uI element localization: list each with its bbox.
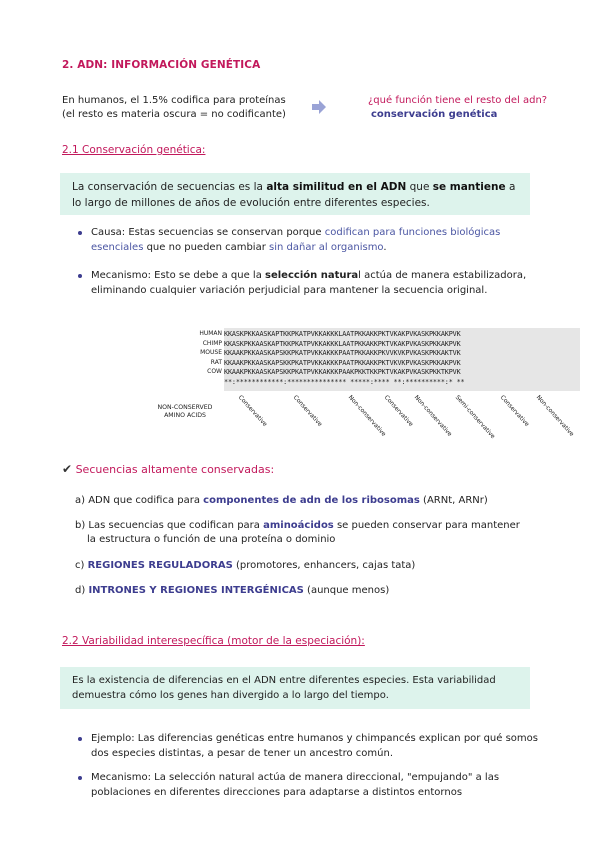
text: Causa: Estas secuencias se conservan porque: [91, 227, 325, 238]
bullet-cause: [76, 226, 536, 255]
column-label: Non-conservative: [412, 394, 454, 438]
species-label: MOUSE: [200, 349, 222, 356]
column-label: Conservative: [498, 394, 531, 428]
consensus-row: **:************:*************** *****:**** **:**********:* **: [224, 377, 465, 386]
text: l actúa de manera estabilizadora, eliminando cualquier variación perjudicial para mantener la secuencia original.: [91, 270, 527, 296]
species-label: HUMAN: [199, 330, 222, 337]
keyword: aminoácidos: [263, 520, 334, 531]
column-label: Conservative: [382, 394, 415, 428]
sequence-row: KKAAKPKKAASKAPSKKPKATPVKKAKKKPAATPKKAKKPKTVKVKPVKASKPKKAKPVK: [224, 358, 461, 367]
text: b) Las secuencias que codifican para: [75, 520, 264, 531]
species-label: RAT: [210, 358, 222, 366]
text: (aunque menos): [303, 585, 390, 596]
definition-box-conservation: [60, 173, 530, 215]
label-line: NON-CONSERVED: [157, 404, 213, 411]
section-title: 2. ADN: INFORMACIÓN GENÉTICA: [62, 59, 261, 71]
conservation-bullets: [76, 226, 536, 298]
species-label: CHIMP: [202, 339, 222, 347]
column-label: Non-conservative: [346, 394, 388, 438]
box-text: que: [406, 181, 433, 193]
bold: selección natura: [265, 270, 359, 281]
intro-line-2: (el resto es materia oscura = no codificante): [62, 109, 286, 120]
bullet-mechanism-2: Mecanismo: La selección natural actúa de manera direccional, "empujando" a las poblaciones en diferentes direcciones para adaptarse a distintos entornos: [76, 771, 546, 800]
item-a: [75, 494, 545, 508]
bullet-mechanism: [76, 269, 536, 298]
intro-line-1: En humanos, el 1.5% codifica para proteínas: [62, 95, 286, 106]
check-icon: ✔: [62, 462, 73, 476]
column-label: Semi-conservative: [453, 394, 497, 441]
question-block: [368, 94, 547, 122]
nonconserved-label: [150, 404, 220, 420]
keyword: REGIONES REGULADORAS: [87, 560, 233, 571]
sequence-alignment-figure: [224, 328, 580, 391]
highlight: codifican para funciones biológicas esenciales: [91, 227, 501, 253]
sequence-row: KKASKPKKAASKAPTKKPKATPVKKAKKKLAATPKKAKKPKTVKAKPVKASKPKKAKPVK: [224, 330, 461, 338]
definition-box-variability: Es la existencia de diferencias en el ADN entre diferentes especies. Esta variabilidad demuestra cómo los genes han divergido a lo largo del tiempo.: [60, 667, 530, 709]
text: c): [75, 560, 88, 571]
text: Mecanismo: Esto se debe a que la: [91, 270, 266, 281]
variability-bullets: [76, 732, 546, 800]
highly-conserved-heading: [62, 462, 274, 476]
intro-text: [62, 94, 286, 122]
text: se pueden conservar para mantener: [333, 520, 520, 531]
bullet-example: Ejemplo: Las diferencias genéticas entre humanos y chimpancés explican por qué somos dos especies distintas, a pesar de tener un ancestro común.: [76, 732, 546, 761]
species-label: COW: [207, 368, 222, 375]
subsection-title-conservation: 2.1 Conservación genética:: [62, 144, 206, 156]
heading-text: Secuencias altamente conservadas:: [75, 463, 275, 476]
sequence-row: KKASKPKKAASKAPTKKPKATPVKKAKKKLAATPKKAKKPKTVKAKPVKASKPKKAKPVK: [224, 339, 461, 348]
column-label: Conservative: [291, 394, 324, 428]
question-answer: conservación genética: [371, 109, 498, 120]
text: (promotores, enhancers, cajas tata): [232, 560, 416, 571]
highlight: sin dañar al organismo: [269, 241, 384, 253]
question-text: ¿qué función tiene el resto del adn?: [368, 95, 548, 106]
arrow-right-icon: [311, 99, 327, 115]
text: que no pueden cambiar: [143, 241, 270, 253]
column-label: Non-conservative: [534, 394, 576, 438]
item-b: [75, 519, 545, 547]
box-text: La conservación de secuencias es la: [72, 181, 267, 193]
box-bold: alta similitud en el ADN: [266, 181, 407, 193]
item-c: [75, 559, 545, 573]
text: .: [383, 241, 387, 253]
sequence-row: KKAAKPKKAASKAPSKKPKATPVKKAKKKPAATPKKAKKPKVVKVKPVKASKPKKAKTVK: [224, 349, 461, 357]
text: d): [75, 585, 89, 596]
text: a) ADN que codifica para: [75, 495, 204, 506]
text: (ARNt, ARNr): [419, 495, 488, 506]
subsection-title-variability: 2.2 Variabilidad interespecífica (motor de la especiación):: [62, 635, 365, 647]
column-label: Conservative: [236, 394, 269, 428]
box-text: a lo largo de millones de años de evolución entre diferentes especies.: [72, 181, 516, 209]
species-labels: [155, 328, 223, 388]
box-bold: se mantiene: [432, 181, 506, 193]
sequence-row: KKAAKPKKAASKAPSKKPKATPVKKAKKKPAAKPKKTKKPKTVKAKPVKASKPKKTKPVK: [224, 368, 461, 376]
keyword: componentes de adn de los ribosomas: [203, 495, 420, 506]
text: la estructura o función de una proteína o dominio: [87, 534, 336, 545]
keyword: INTRONES Y REGIONES INTERGÉNICAS: [88, 585, 304, 596]
label-line: AMINO ACIDS: [164, 412, 206, 419]
item-d: [75, 584, 545, 598]
